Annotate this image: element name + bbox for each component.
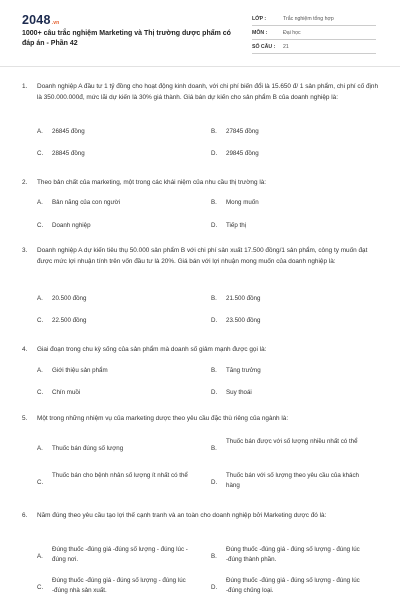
option-text: Thuốc bán cho bệnh nhân số lượng ít nhất có thể bbox=[52, 472, 188, 479]
question-text: Giai đoạn trong chu kỳ sống của sản phẩm mà doanh số giảm mạnh được gọi là: bbox=[37, 346, 267, 353]
option-letter: D. bbox=[211, 389, 218, 396]
site-logo[interactable] bbox=[22, 13, 59, 27]
option-letter: A. bbox=[37, 295, 43, 302]
option-text: Đúng thuốc -đúng giá - đúng số lượng - đúng lúc -đúng nhà sản xuất. bbox=[52, 577, 186, 594]
option-letter: D. bbox=[211, 150, 218, 157]
option-letter: D. bbox=[211, 222, 218, 229]
option-text: 23.500 đồng bbox=[226, 317, 261, 324]
option-letter: C. bbox=[37, 150, 44, 157]
option-text: Giới thiệu sản phẩm bbox=[52, 367, 108, 374]
option-letter: B. bbox=[211, 445, 217, 452]
option-text: 26845 đồng bbox=[52, 128, 85, 135]
question-number: 6. bbox=[22, 512, 28, 519]
option-letter: D. bbox=[211, 584, 218, 591]
meta-row-count bbox=[252, 40, 376, 54]
question-5 bbox=[22, 413, 382, 424]
meta-value: Đại học bbox=[283, 30, 301, 36]
question-number: 3. bbox=[22, 247, 28, 254]
option-letter: A. bbox=[37, 199, 43, 206]
option-letter: D. bbox=[211, 317, 218, 324]
question-text: Doanh nghiệp A dự kiến tiêu thụ 50.000 sản phẩm B với chi phí sản xuất 17.500 đồng/1 sản phẩm, công ty muốn đạt được mức lợi nhuận tính trên vốn đầu tư là 20%. Giá bán với lợi nhuận mong muốn của doanh nghiệp là: bbox=[37, 247, 368, 265]
document-header bbox=[0, 0, 400, 66]
option-text: Bản năng của con người bbox=[52, 199, 121, 206]
option-letter: D. bbox=[211, 479, 218, 486]
logo-domain: .vn bbox=[51, 20, 60, 26]
option-text: 27845 đồng bbox=[226, 128, 259, 135]
question-2 bbox=[22, 177, 382, 188]
option-letter: B. bbox=[211, 367, 217, 374]
option-letter: B. bbox=[211, 553, 217, 560]
option-text: Thuốc bán đúng số lượng bbox=[52, 445, 124, 452]
meta-key: MÔN : bbox=[252, 30, 268, 36]
option-text: 22.500 đồng bbox=[52, 317, 87, 324]
meta-key: SỐ CÂU : bbox=[252, 44, 276, 50]
logo-text: 2048 bbox=[22, 13, 51, 27]
option-text: Tăng trưởng bbox=[226, 367, 261, 374]
option-letter: C. bbox=[37, 584, 44, 591]
option-text: Doanh nghiệp bbox=[52, 222, 91, 229]
question-text: Theo bản chất của marketing, một trong các khái niệm của nhu cầu thị trường là: bbox=[37, 179, 267, 186]
option-text: Suy thoái bbox=[226, 389, 252, 396]
option-text: 29845 đồng bbox=[226, 150, 259, 157]
option-letter: B. bbox=[211, 128, 217, 135]
meta-key: LỚP : bbox=[252, 16, 267, 22]
document-meta bbox=[252, 12, 376, 54]
option-text: 21.500 đồng bbox=[226, 295, 261, 302]
option-text: Đúng thuốc -đúng giá -đúng số lượng - đúng lúc - đúng nơi. bbox=[52, 546, 188, 563]
option-text: Mong muốn bbox=[226, 199, 259, 206]
question-6 bbox=[22, 510, 382, 521]
question-text: Doanh nghiệp A đầu tư 1 tỷ đồng cho hoạt động kinh doanh, với chi phí biến đổi là 15.650 đ/ 1 sản phẩm, chi phí cố định là 350.000.000đ, mức lãi dự kiến là 30% giá thành. Giá bán dự kiến cho sản phẩm B của doanh nghiệp là: bbox=[37, 83, 379, 101]
option-text: Đúng thuốc -đúng giá - đúng số lượng - đúng lúc -đúng chủng loại. bbox=[226, 577, 360, 594]
question-number: 1. bbox=[22, 83, 28, 90]
header-divider bbox=[0, 66, 400, 67]
option-text: Thuốc bán được với số lượng nhiều nhất có thể bbox=[226, 438, 358, 445]
option-letter: A. bbox=[37, 553, 43, 560]
option-text: Chín muồi bbox=[52, 389, 81, 396]
question-number: 2. bbox=[22, 179, 28, 186]
meta-row-class bbox=[252, 12, 376, 26]
option-letter: A. bbox=[37, 367, 43, 374]
option-text: Đúng thuốc -đúng giá - đúng số lượng - đúng lúc -đúng thành phần. bbox=[226, 546, 360, 563]
option-text: 28845 đồng bbox=[52, 150, 85, 157]
option-letter: C. bbox=[37, 317, 44, 324]
option-text: 20.500 đồng bbox=[52, 295, 87, 302]
option-letter: B. bbox=[211, 199, 217, 206]
option-text: Thuốc bán với số lượng theo yêu cầu của khách hàng bbox=[226, 472, 359, 489]
option-letter: B. bbox=[211, 295, 217, 302]
question-text: Một trong những nhiệm vụ của marketing dược theo yêu cầu đặc thù riêng của ngành là: bbox=[37, 415, 289, 422]
question-1 bbox=[22, 81, 382, 103]
option-letter: C. bbox=[37, 479, 44, 486]
question-4 bbox=[22, 344, 382, 355]
meta-row-subject bbox=[252, 26, 376, 40]
option-letter: A. bbox=[37, 128, 43, 135]
meta-value: Trắc nghiệm tổng hợp bbox=[283, 16, 334, 22]
meta-value: 21 bbox=[283, 44, 289, 50]
question-text: Năm đúng theo yêu cầu tạo lợi thế cạnh tranh và an toàn cho doanh nghiệp bởi Marketing dược đó là: bbox=[37, 512, 327, 519]
option-letter: C. bbox=[37, 222, 44, 229]
document-title: 1000+ câu trắc nghiệm Marketing và Thị trường dược phẩm có đáp án - Phần 42 bbox=[22, 30, 231, 47]
option-letter: C. bbox=[37, 389, 44, 396]
question-number: 4. bbox=[22, 346, 28, 353]
question-number: 5. bbox=[22, 415, 28, 422]
option-text: Tiếp thị bbox=[226, 222, 247, 229]
question-3 bbox=[22, 245, 382, 267]
option-letter: A. bbox=[37, 445, 43, 452]
